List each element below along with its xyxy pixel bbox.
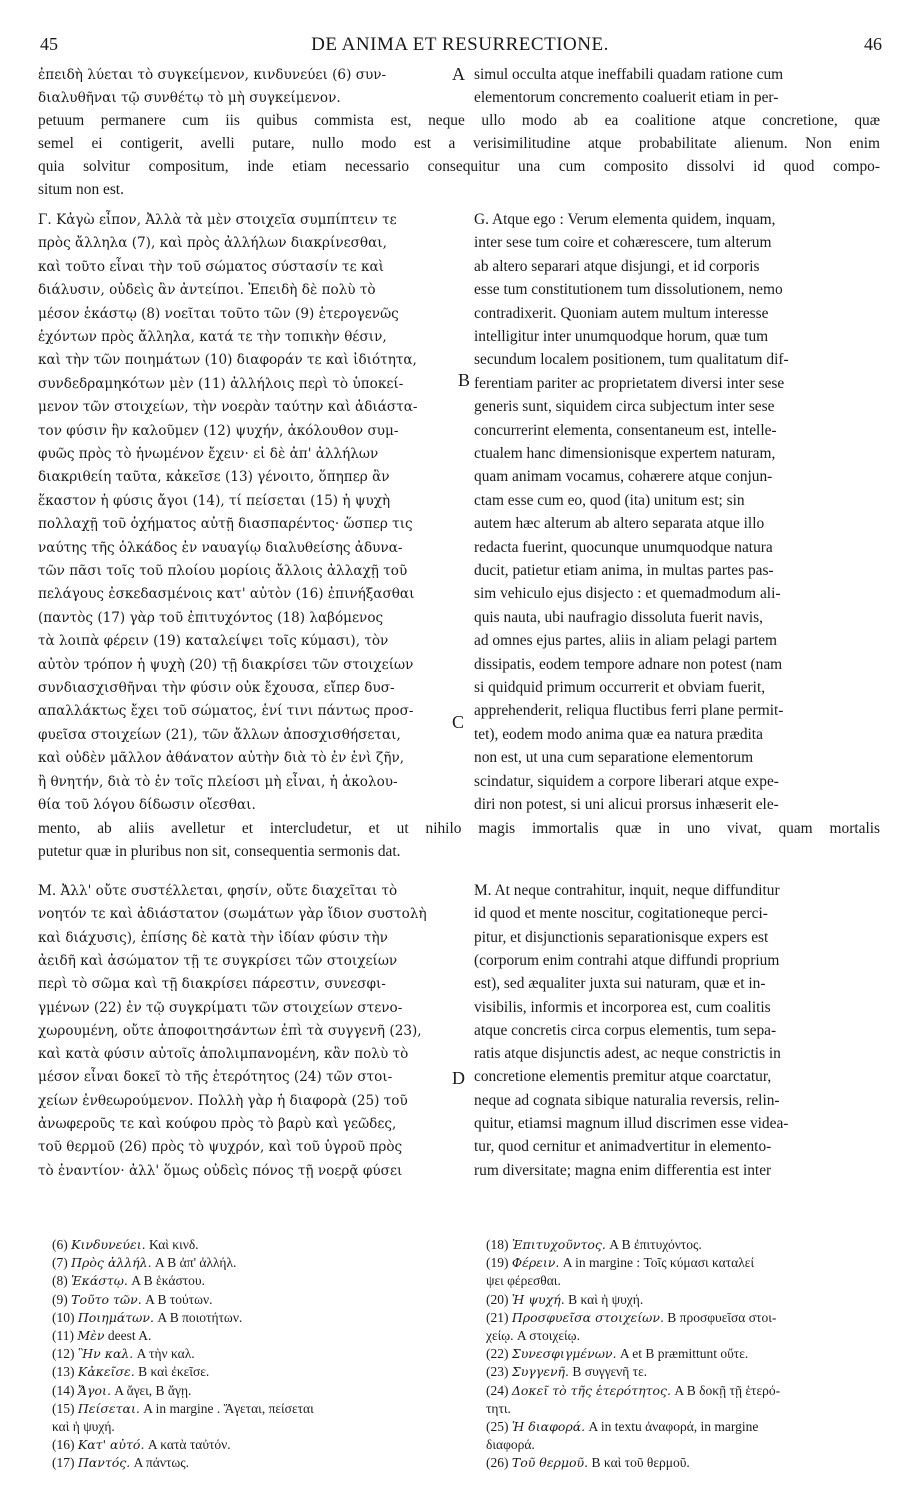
footnote-num: (8) <box>52 1273 68 1289</box>
running-title: DE ANIMA ET RESURRECTIONE. <box>311 34 609 55</box>
footnote-note: A B ἀπ' ἀλλήλ. <box>154 1255 237 1271</box>
latin-line: est), sed æqualiter juxta sui naturam, quæ et in- <box>474 975 766 993</box>
footnote-num: (16) <box>52 1437 75 1453</box>
latin-line: redacta fuerint, quocunque unumquodque natura <box>474 538 773 556</box>
greek-line: πολλαχῇ τοῦ ὀχήματος αὐτῇ διασπαρέντος· ὥσπερ τις <box>38 516 413 533</box>
footnote <box>52 1400 314 1418</box>
footnote-note: A κατὰ ταὐτόν. <box>147 1437 231 1453</box>
footnote-num: (21) <box>486 1309 509 1325</box>
latin-line: ducit, patietur etiam anima, in multas partes pas- <box>474 562 774 579</box>
footnote <box>486 1291 643 1309</box>
greek-line: διαλυθῆναι τῷ συνθέτῳ τὸ μὴ συγκείμενον. <box>38 90 341 106</box>
footnote-num: (12) <box>52 1346 75 1362</box>
footnote <box>486 1327 580 1345</box>
footnote-note: A in textu ἀναφορά, in margine <box>588 1419 759 1434</box>
latin-line: (corporum enim contrahi atque diffundi proprium <box>474 951 780 969</box>
greek-line: τὸ ἐναντίον· ἀλλ' ὅμως οὐδεὶς πόνος τῇ νοερᾷ φύσει <box>38 1162 403 1179</box>
footnote-lemma: Πείσεται. <box>77 1400 140 1416</box>
footnote-lemma: Τοῦ θερμοῦ. <box>511 1455 589 1471</box>
latin-line: dissipatis, eodem tempore adnare non potest (nam <box>474 655 783 673</box>
latin-line: simul occulta atque ineffabili quadam ratione cum <box>474 66 784 83</box>
greek-line: περὶ τὸ σῶμα καὶ τῇ διακρίσει πάρεστιν, συνεσφι- <box>38 976 386 993</box>
footnote-lemma: Κἀκεῖσε. <box>77 1364 135 1380</box>
footnote-note: A B ἐπιτυχόντος. <box>609 1237 702 1252</box>
footnote-num: (24) <box>486 1382 509 1398</box>
margin-letter-d: D <box>452 1068 465 1088</box>
footnote-note: ψει φέρεσθαι. <box>486 1273 561 1289</box>
latin-line: visibilis, informis et incorporea est, cum coalitis <box>474 998 771 1016</box>
latin-line: secundum localem positionem, tum qualitatum dif- <box>474 351 789 369</box>
footnote-lemma: Παντός. <box>77 1455 131 1471</box>
greek-line: τῶν πᾶσι τοῖς τοῦ πλοίου μορίοις ἄλλοις ἀλλαχῇ τοῦ <box>38 563 408 579</box>
latin-line: rum diversitate; magna enim differentia est inter <box>474 1161 772 1179</box>
footnote-num: (17) <box>52 1455 75 1471</box>
footnote-note: καὶ ἡ ψυχή. <box>52 1419 115 1434</box>
greek-line: φυεῖσα στοιχείων (21), τῶν ἄλλων ἀποσχισθήσεται, <box>38 726 401 743</box>
greek-line: τοῦ θερμοῦ (26) πρὸς τὸ ψυχρόν, καὶ τοῦ ὑγροῦ πρὸς <box>38 1139 403 1156</box>
latin-line: tur, quod cernitur et animadvertitur in elemento- <box>474 1138 772 1156</box>
latin-line: pitur, et disjunctionis separationisque expers est <box>474 928 769 946</box>
footnote <box>486 1418 758 1436</box>
footnote-note: A B ἑκάστου. <box>131 1273 205 1289</box>
latin-line: sim vehiculo ejus disjecto : et quemadmodum ali- <box>474 585 781 603</box>
greek-line: (παντὸς (17) γὰρ τοῦ ἐπιτυχόντος (18) λαβόμενος <box>38 609 384 626</box>
greek-line: ναύτης τῆς ὁλκάδος ἐν ναυαγίῳ διαλυθείσης ἀδυνα- <box>38 539 403 556</box>
latin-line: quitur, etiamsi magnum illud discrimen esse videa- <box>474 1115 789 1132</box>
footnote <box>486 1236 702 1254</box>
greek-line: γμένων (22) ἐν τῷ συγκρίματι τῶν στοιχείων στενο- <box>38 999 403 1016</box>
footnote-num: (7) <box>52 1255 68 1271</box>
footnote <box>52 1272 205 1290</box>
latin-line: quis nauta, ubi naufragio dissoluta fuerit navis, <box>474 608 763 626</box>
greek-line: πελάγους ἐσκεδασμένοις κατ' αὐτὸν (16) ἐπινήξασθαι <box>38 586 415 603</box>
latin-line: putetur quæ in pluribus non sit, consequentia sermonis dat. <box>38 843 401 860</box>
footnote-num: (19) <box>486 1255 509 1271</box>
margin-letter-c: C <box>452 712 465 732</box>
latin-line: ctualem hanc dimensionisque expertem naturam, <box>474 445 776 462</box>
page-number-right: 46 <box>864 34 882 54</box>
greek-line: αὐτὸν τρόπον ἡ ψυχὴ (20) τῇ διακρίσει τῶν στοιχείων <box>38 656 414 673</box>
footnote-lemma: Ποιημάτων. <box>77 1309 154 1325</box>
footnote-note: A τὴν καλ. <box>136 1346 195 1362</box>
footnote-lemma: Ἐπιτυχοῦντος. <box>511 1237 606 1252</box>
footnote-num: (20) <box>486 1291 509 1307</box>
latin-line: semel ei contigerit, avelli putare, nullo modo est a verisimilitudine atque probabilitate alienum. Non enim <box>38 135 880 152</box>
greek-line: Γ. Κἀγὼ εἶπον, Ἀλλὰ τὰ μὲν στοιχεῖα συμπίπτειν τε <box>38 212 397 228</box>
footnote-note: B καὶ ἡ ψυχή. <box>568 1291 644 1307</box>
latin-line: ratis atque disjunctis adest, ac neque constrictis in <box>474 1045 781 1063</box>
footnote-note: τητι. <box>486 1400 511 1416</box>
footnote-num: (15) <box>52 1400 75 1416</box>
footnote-note: B καὶ ἐκεῖσε. <box>138 1364 210 1380</box>
greek-line: θία τοῦ λόγου δίδωσιν οἴεσθαι. <box>38 797 256 813</box>
latin-line: non est, ut una cum separatione elementorum <box>474 749 754 767</box>
latin-line: situm non est. <box>38 181 124 198</box>
footnote <box>486 1345 748 1363</box>
greek-line: φυῶς πρὸς τὸ ἡνωμένον ἔχειν· εἰ δὲ ἀπ' ἀλλήλων <box>38 446 379 462</box>
footnote-note: B προσφυεῖσα στοι- <box>667 1309 777 1325</box>
footnote <box>486 1254 754 1272</box>
footnote-lemma: Φέρειν. <box>511 1255 560 1271</box>
footnote <box>486 1436 535 1454</box>
page-number-left: 45 <box>40 34 58 54</box>
footnote-lemma: Πρὸς ἀλλήλ. <box>71 1255 152 1271</box>
greek-line: χωρουμένη, οὔτε ἀποφοιτησάντων ἐπὶ τὰ συγγενῆ (23), <box>38 1022 422 1039</box>
greek-line: ἀνωφεροῦς τε καὶ κούφου πρὸς τὸ βαρὺ καὶ γεῶδες, <box>38 1116 397 1132</box>
latin-line: si quidquid primum occurrerit et obviam fuerit, <box>474 679 766 696</box>
footnote-note: B συγγενῆ τε. <box>572 1364 648 1380</box>
latin-line: atque concretis circa corpus elementis, tum sepa- <box>474 1021 777 1039</box>
footnote <box>486 1382 780 1400</box>
footnote-note: A et B præmittunt οὔτε. <box>619 1346 749 1362</box>
footnote <box>52 1327 151 1345</box>
footnote-lemma: Προσφυεῖσα στοιχείων. <box>511 1309 664 1325</box>
latin-line: tet), eodem modo anima quæ ea natura prædita <box>474 725 763 743</box>
footnote <box>52 1254 236 1272</box>
latin-line: scindatur, siquidem a corpore liberari atque expe- <box>474 772 779 790</box>
footnote-num: (11) <box>52 1328 74 1343</box>
footnote-lemma: Κατ' αὐτό. <box>77 1437 145 1453</box>
latin-line: diri non potest, si uni alicui prorsus inhæserit ele- <box>474 796 779 813</box>
footnote-lemma: Συνεσφιγμένων. <box>511 1346 617 1362</box>
greek-line: καὶ τοῦτο εἶναι τὴν τοῦ σώματος σύστασίν τε καὶ <box>38 258 384 275</box>
footnote-lemma: Μὲν <box>77 1328 105 1343</box>
greek-line: νοητόν τε καὶ ἀδιάστατον (σωμάτων γὰρ ἴδιον συστολὴ <box>38 906 427 923</box>
greek-line: τὰ λοιπὰ φέρειν (19) καταλείψει τοῖς κύμασι), τὸν <box>38 633 389 650</box>
latin-line: inter sese tum coire et cohærescere, tum alterum <box>474 234 772 252</box>
greek-line: ἐχόντων πρὸς ἄλληλα, κατά τε τὴν τοπικὴν θέσιν, <box>38 329 387 345</box>
latin-line: ctam esse cum eo, quod (ita) unitum est; sin <box>474 491 745 509</box>
greek-line: καὶ διάχυσις), ἐπίσης δὲ κατὰ τὴν ἰδίαν φύσιν τὴν <box>38 929 388 946</box>
footnote <box>52 1418 115 1436</box>
footnote-note: A B τούτων. <box>145 1291 213 1307</box>
latin-line: G. Atque ego : Verum elementa quidem, inquam, <box>474 211 776 228</box>
greek-line: ἀειδῆ καὶ ἀσώματον τῇ τε συγκρίσει τῶν στοιχείων <box>38 952 398 969</box>
greek-line: ἐπειδὴ λύεται τὸ συγκείμενον, κινδυνεύει (6) συν- <box>38 67 387 83</box>
greek-line: χείων ἐνθεωρούμενον. Πολλὴ γὰρ ἡ διαφορὰ (25) τοῦ <box>38 1092 408 1109</box>
latin-line: esse tum constitutionem tum dissolutionem, nemo <box>474 281 783 299</box>
greek-line: ἕκαστον ἡ φύσις ἄγοι (14), τί πείσεται (15) ἡ ψυχὴ <box>38 492 391 509</box>
footnote-lemma: Ἣν καλ. <box>77 1346 134 1362</box>
latin-line: ab altero separari atque disjungi, et id corporis <box>474 257 760 275</box>
footnote-lemma: Ἡ ψυχή. <box>511 1291 565 1307</box>
footnote <box>52 1291 212 1309</box>
footnote <box>52 1436 231 1454</box>
footnote-lemma: Τοῦτο τῶν. <box>71 1291 142 1307</box>
greek-line: διακριθείη ταῦτα, κἀκεῖσε (13) γένοιτο, ὅπηπερ ἂν <box>38 469 390 486</box>
footnote-num: (22) <box>486 1346 509 1362</box>
latin-line: petuum permanere cum iis quibus commista est, neque ullo modo ab ea coalitione atque concretione, quæ <box>38 112 880 129</box>
footnote-note: A B δοκῇ τῇ ἑτερό- <box>674 1382 781 1398</box>
latin-line: mento, ab aliis avelletur et intercludetur, et ut nihilo magis immortalis quæ in uno vivat, quam mortalis <box>38 820 880 837</box>
footnote-num: (18) <box>486 1237 509 1252</box>
footnote <box>52 1309 242 1327</box>
footnote-note: A in margine . Ἄγεται, πείσεται <box>143 1400 314 1416</box>
footnote-note: B καὶ τοῦ θερμοῦ. <box>591 1455 690 1471</box>
footnote-num: (9) <box>52 1291 68 1307</box>
footnote-num: (26) <box>486 1455 509 1471</box>
footnote-lemma: Συγγενῆ. <box>511 1364 570 1380</box>
margin-letter-a: A <box>452 64 465 84</box>
latin-line: apprehenderit, reliqua fluctibus ferri plane permit- <box>474 702 784 720</box>
footnote <box>52 1363 209 1381</box>
greek-line: μέσον εἶναι δοκεῖ τὸ τῆς ἑτερότητος (24) τῶν στοι- <box>38 1069 393 1086</box>
latin-line: autem hæc alterum ab altero separata atque illo <box>474 515 765 533</box>
latin-line: intelligitur inter unumquodque horum, quæ tum <box>474 328 769 345</box>
greek-line: μέσον ἑκάστῳ (8) νοεῖται τοῦτο τῶν (9) ἑτερογενῶς <box>38 305 399 322</box>
footnote <box>52 1236 199 1254</box>
footnote-lemma: Κινδυνεύει. <box>71 1237 146 1252</box>
greek-line: καὶ τὴν τῶν ποιημάτων (10) διαφοράν τε καὶ ἰδιότητα, <box>38 352 417 369</box>
footnote-num: (10) <box>52 1309 75 1325</box>
latin-line: quia solvitur compositum, inde etiam necessario consequitur una cum composito dissolvi id quod compo- <box>38 158 880 175</box>
greek-line: πρὸς ἄλληλα (7), καὶ πρὸς ἀλλήλων διακρίνεσθαι, <box>38 235 387 252</box>
footnote-num: (25) <box>486 1419 509 1434</box>
footnote <box>486 1363 647 1381</box>
footnote-note: A in margine : Τοῖς κύμασι καταλεί <box>562 1255 755 1271</box>
footnote-num: (13) <box>52 1364 75 1380</box>
latin-line: quam animam vocamus, cohærere atque conjun- <box>474 468 773 486</box>
footnote <box>486 1454 690 1472</box>
latin-line: elementorum concremento coaluerit etiam in per- <box>474 89 779 106</box>
footnote-note: deest A. <box>107 1328 152 1343</box>
latin-line: generis sunt, siquidem circa subjectum inter sese <box>474 398 775 416</box>
footnote <box>52 1345 195 1363</box>
footnote <box>486 1400 511 1418</box>
greek-line: μενον τῶν στοιχείων, τὴν νοερὰν ταύτην καὶ ἀδιάστα- <box>38 399 418 416</box>
footnote-note: A πάντως. <box>133 1455 190 1471</box>
latin-line: contradixerit. Quoniam autem multum interesse <box>474 304 769 322</box>
latin-line: M. At neque contrahitur, inquit, neque diffunditur <box>474 882 780 899</box>
footnote-note: A ἄγει, B ἄγῃ. <box>114 1382 192 1398</box>
footnote-lemma: Δοκεῖ τὸ τῆς ἑτερότητος. <box>511 1382 672 1398</box>
latin-line: ad omnes ejus partes, aliis in aliam pelagi partem <box>474 632 778 650</box>
footnote-note: A B ποιοτήτων. <box>157 1309 243 1325</box>
greek-line: απαλλάκτως ἔχει τοῦ σώματος, ἑνί τινι πάντως προσ- <box>38 703 414 720</box>
greek-line: τον φύσιν ἣν καλοῦμεν (12) ψυχήν, ἀκόλουθον συμ- <box>38 422 399 439</box>
footnote-num: (23) <box>486 1364 509 1380</box>
footnote-note: Καὶ κινδ. <box>148 1237 199 1252</box>
greek-line: συνδιασχισθῆναι τὴν φύσιν οὐκ ἔχουσα, εἴπερ δυσ- <box>38 680 395 696</box>
greek-line: καὶ κατὰ φύσιν αὐτοῖς ἀπολιμπανομένη, κἂν πολὺ τὸ <box>38 1046 409 1063</box>
greek-line: καὶ οὐδὲν μᾶλλον ἀθάνατον αὐτὴν διὰ τὸ ἐν ἑνὶ ζῆν, <box>38 750 405 767</box>
margin-letter-b: B <box>458 370 471 390</box>
footnote <box>486 1309 776 1327</box>
footnote-lemma: Ἑκάστῳ. <box>71 1273 128 1289</box>
latin-line: neque ad cognata sibique naturalia reversis, relin- <box>474 1091 780 1109</box>
greek-line: Μ. Ἀλλ' οὔτε συστέλλεται, φησίν, οὔτε διαχεῖται τὸ <box>38 883 398 899</box>
running-header <box>0 34 920 58</box>
latin-line: concretione elementis premitur atque coarctatur, <box>474 1068 772 1086</box>
greek-line: συνδεδραμηκότων μὲν (11) ἀλλήλοις περὶ τὸ ὑποκεί- <box>38 375 404 392</box>
footnote <box>52 1454 189 1472</box>
footnote-note: χείῳ. A στοιχείῳ. <box>486 1328 580 1343</box>
greek-line: διάλυσιν, οὐδεὶς ἂν ἀντείποι. Ἐπειδὴ δὲ πολὺ τὸ <box>38 282 376 299</box>
footnote <box>486 1272 561 1290</box>
latin-line: id quod et mente noscitur, cogitationeque perci- <box>474 905 768 923</box>
footnote-note: διαφορά. <box>486 1437 535 1453</box>
footnote-num: (6) <box>52 1237 68 1252</box>
footnote <box>52 1382 191 1400</box>
footnote-num: (14) <box>52 1382 75 1398</box>
footnote-lemma: Ἄγοι. <box>77 1382 111 1398</box>
footnote-lemma: Ἡ διαφορά. <box>511 1419 586 1434</box>
latin-line: ferentiam pariter ac proprietatem diversi inter sese <box>474 374 785 392</box>
greek-line: ἢ θνητήν, διὰ τὸ ἐν τοῖς πλείοσι μὴ εἶναι, ἡ ἀκολου- <box>38 773 398 790</box>
latin-line: concurrerint elementa, consentaneum est, intelle- <box>474 421 777 439</box>
